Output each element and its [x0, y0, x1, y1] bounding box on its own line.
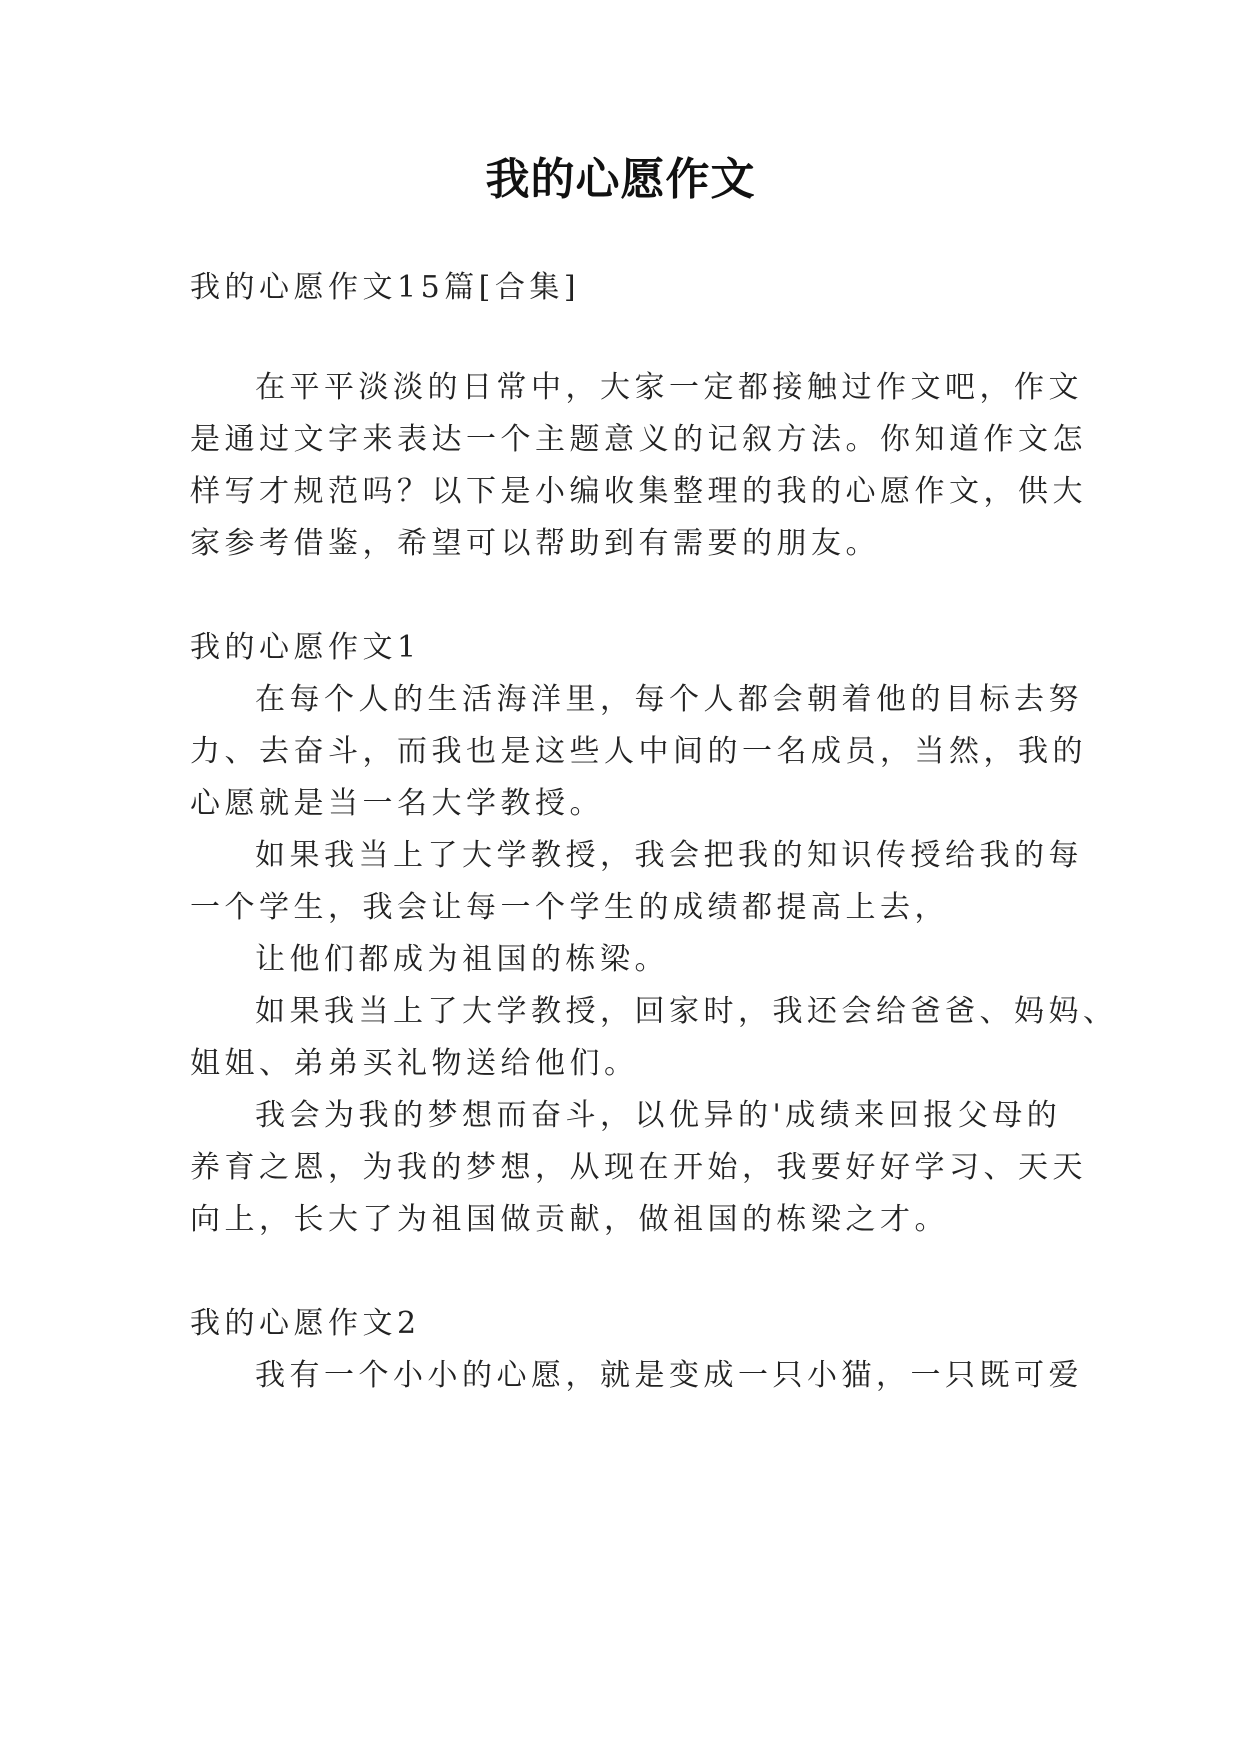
subtitle: 我的心愿作文15篇[合集] [190, 270, 581, 305]
essay-line: 一个学生，我会让每一个学生的成绩都提高上去， [190, 890, 949, 925]
essay-line: 如果我当上了大学教授，回家时，我还会给爸爸、妈妈、 [255, 994, 1118, 1029]
essay-line: 让他们都成为祖国的栋梁。 [255, 942, 669, 977]
essay-line: 姐姐、弟弟买礼物送给他们。 [190, 1046, 639, 1081]
intro-line: 样写才规范吗？以下是小编收集整理的我的心愿作文，供大 [190, 474, 1087, 509]
essay-heading: 我的心愿作文1 [190, 630, 421, 665]
essay-line: 力、去奋斗，而我也是这些人中间的一名成员，当然，我的 [190, 734, 1087, 769]
essay-line: 养育之恩，为我的梦想，从现在开始，我要好好学习、天天 [190, 1150, 1087, 1185]
essay-line: 向上，长大了为祖国做贡献，做祖国的栋梁之才。 [190, 1202, 949, 1237]
essay-line: 我有一个小小的心愿，就是变成一只小猫，一只既可爱 [255, 1358, 1083, 1393]
essay-line: 心愿就是当一名大学教授。 [190, 786, 604, 821]
intro-line: 是通过文字来表达一个主题意义的记叙方法。你知道作文怎 [190, 422, 1087, 457]
intro-line: 家参考借鉴，希望可以帮助到有需要的朋友。 [190, 526, 880, 561]
essay-heading: 我的心愿作文2 [190, 1306, 421, 1341]
essay-line: 我会为我的梦想而奋斗，以优异的'成绩来回报父母的 [255, 1098, 1062, 1133]
page-title: 我的心愿作文 [485, 154, 756, 205]
essay-line: 如果我当上了大学教授，我会把我的知识传授给我的每 [255, 838, 1083, 873]
essay-line: 在每个人的生活海洋里，每个人都会朝着他的目标去努 [255, 682, 1083, 717]
intro-line: 在平平淡淡的日常中，大家一定都接触过作文吧，作文 [255, 370, 1083, 405]
